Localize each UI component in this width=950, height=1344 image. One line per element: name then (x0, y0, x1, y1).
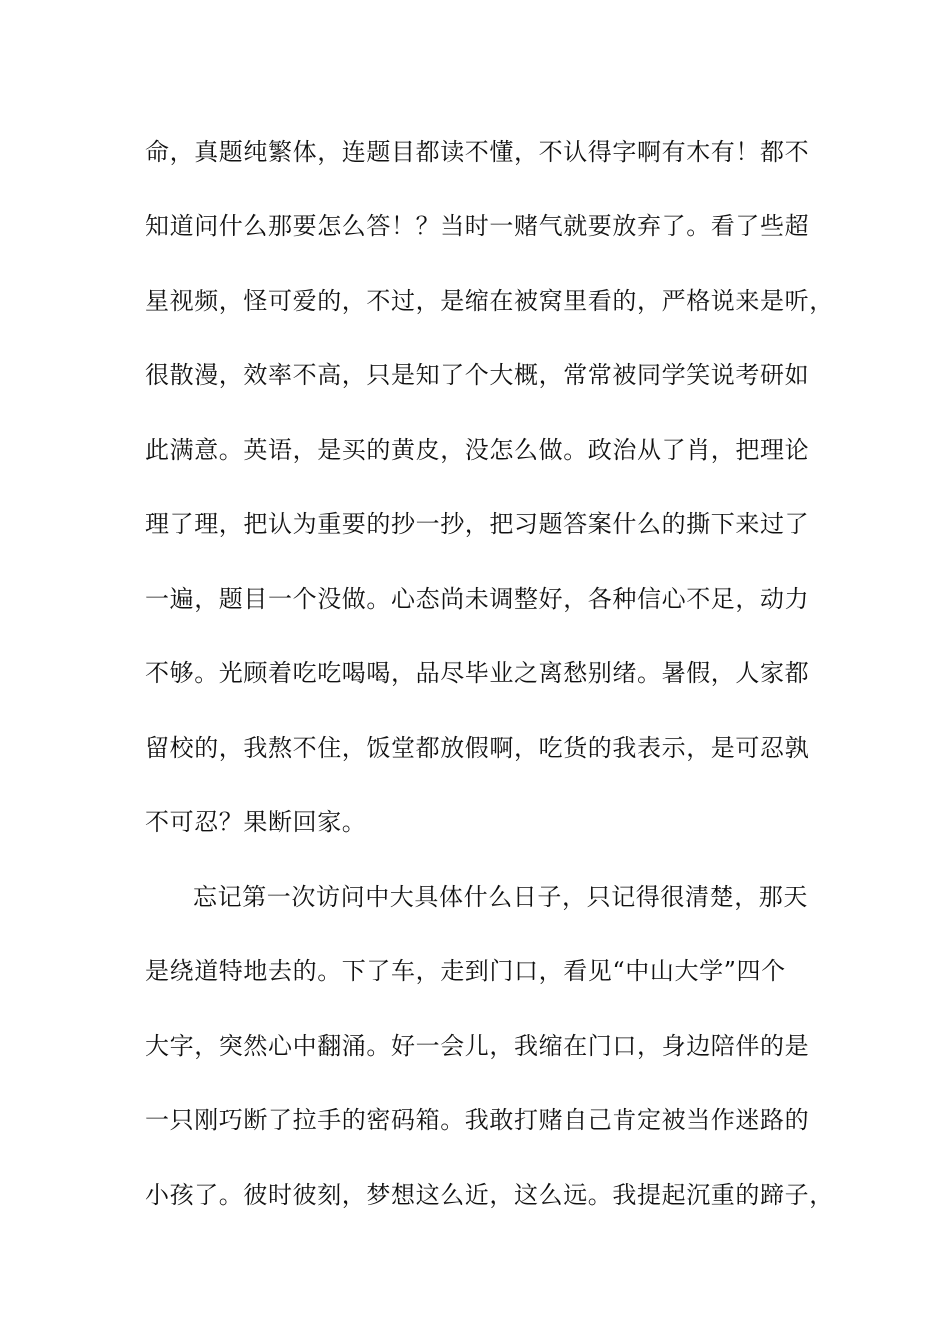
text-line: 星视频，怪可爱的，不过，是缩在被窝里看的，严格说来是听， (145, 287, 834, 315)
text-line: 小孩了。彼时彼刻，梦想这么近，这么远。我提起沉重的蹄子， (145, 1181, 834, 1209)
text-line: 不可忍？果断回家。 (145, 808, 367, 836)
text-line: 此满意。英语，是买的黄皮，没怎么做。政治从了肖，把理论 (145, 436, 810, 464)
text-line: 很散漫，效率不高，只是知了个大概，常常被同学笑说考研如 (145, 361, 810, 389)
text-line: 大字，突然心中翻涌。好一会儿，我缩在门口，身边陪伴的是 (145, 1032, 810, 1060)
text-line: 理了理，把认为重要的抄一抄，把习题答案什么的撕下来过了 (145, 510, 810, 538)
text-line: 是绕道特地去的。下了车，走到门口，看见“中山大学”四个 (145, 957, 786, 985)
paragraph-first-line: 忘记第一次访问中大具体什么日子，只记得很清楚，那天 (193, 883, 808, 911)
text-line: 一遍，题目一个没做。心态尚未调整好，各种信心不足，动力 (145, 585, 810, 613)
text-line: 命，真题纯繁体，连题目都读不懂，不认得字啊有木有！都不 (145, 138, 810, 166)
text-line: 留校的，我熬不住，饭堂都放假啊，吃货的我表示，是可忍孰 (145, 734, 810, 762)
text-line: 不够。光顾着吃吃喝喝，品尽毕业之离愁别绪。暑假，人家都 (145, 659, 810, 687)
text-line: 知道问什么那要怎么答！？当时一赌气就要放弃了。看了些超 (145, 212, 810, 240)
text-line: 一只刚巧断了拉手的密码箱。我敢打赌自己肯定被当作迷路的 (145, 1106, 810, 1134)
